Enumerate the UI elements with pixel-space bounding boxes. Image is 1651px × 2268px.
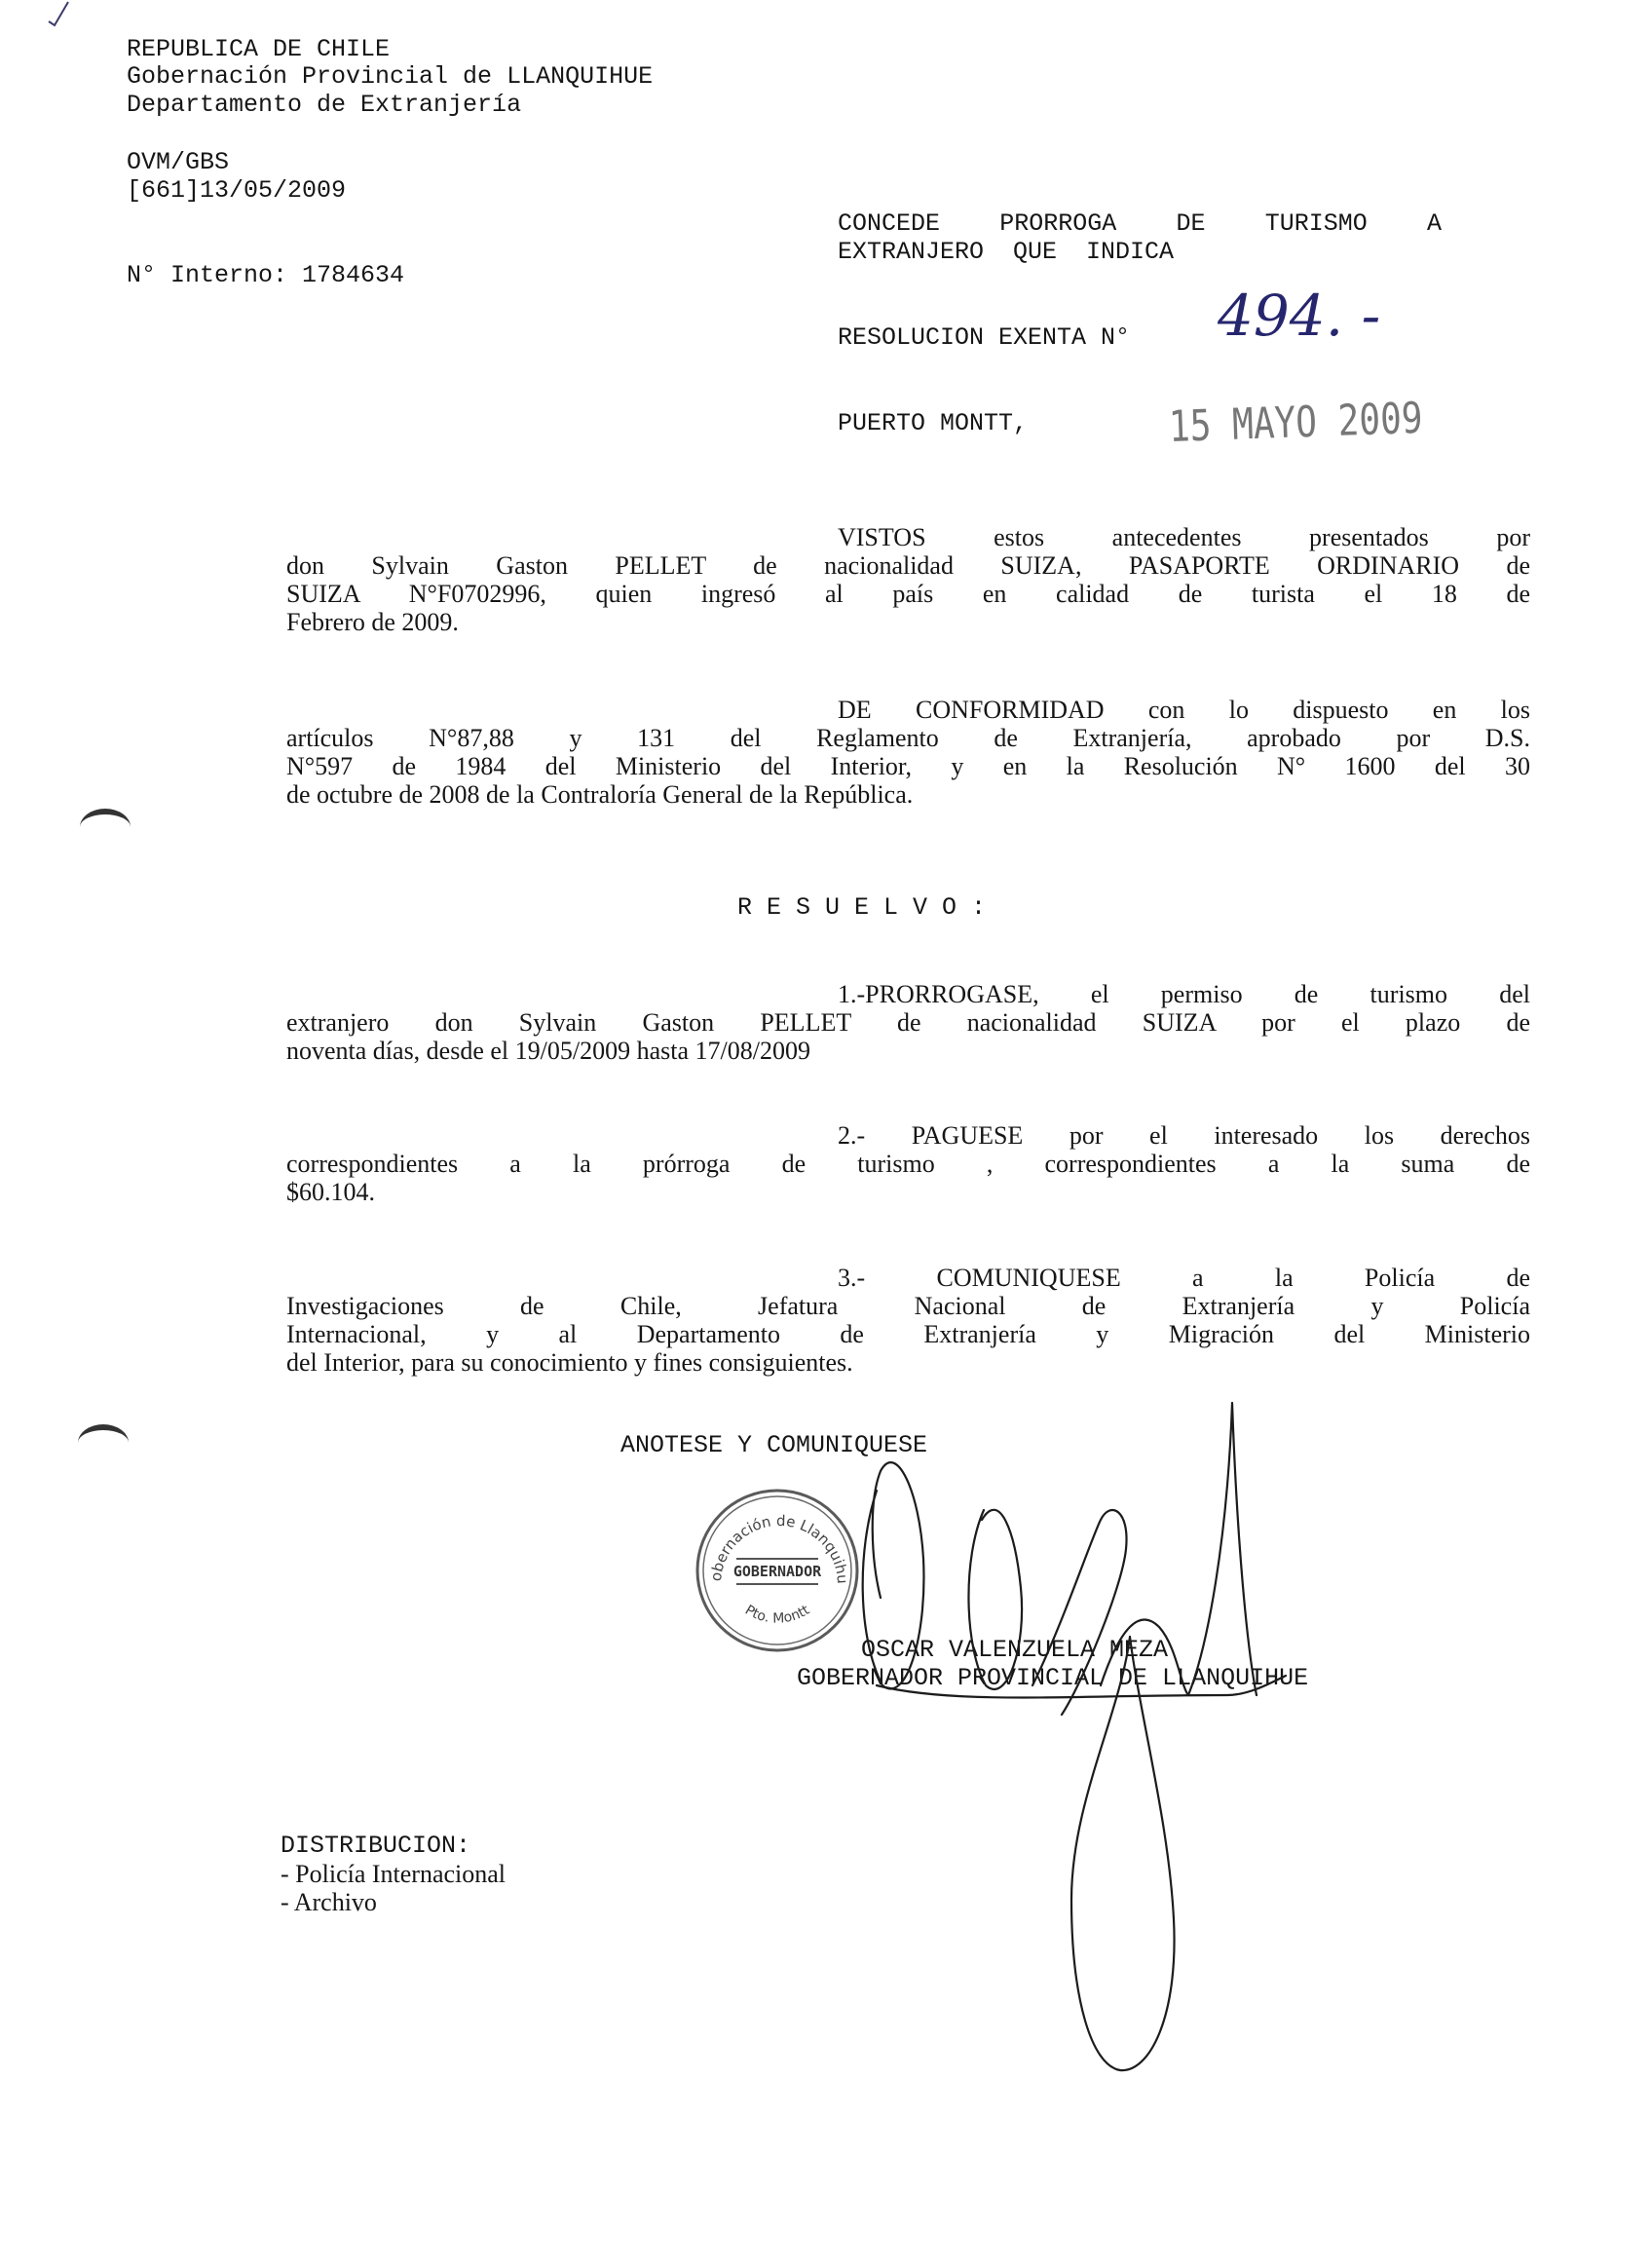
reference-initials: OVM/GBS — [127, 148, 230, 176]
seal-bottom-text: Pto. Montt — [742, 1602, 813, 1627]
header-country: REPUBLICA DE CHILE — [127, 35, 391, 63]
paragraph-line: noventa días, desde el 19/05/2009 hasta 17/08/2009 — [286, 1037, 810, 1065]
seal-center-text: GOBERNADOR — [732, 1563, 822, 1580]
paragraph-line: Febrero de 2009. — [286, 608, 459, 636]
date-stamp: 15 MAYO 2009 — [1168, 393, 1424, 452]
paragraph-line: Investigaciones de Chile, Jefatura Nacional de Extranjería y Policía — [286, 1292, 1530, 1320]
paragraph-line: SUIZA N°F0702996, quien ingresó al país en calidad de turista el 18 de — [286, 580, 1530, 608]
distribution-item: - Archivo — [281, 1888, 377, 1916]
paragraph-line: VISTOS estos antecedentes presentados por — [838, 523, 1530, 551]
subject-word: A — [1426, 209, 1442, 238]
header-agency: Gobernación Provincial de LLANQUIHUE — [127, 62, 654, 91]
paragraph-line: Internacional, y al Departamento de Extranjería y Migración del Ministerio — [286, 1320, 1530, 1348]
paragraph-line: $60.104. — [286, 1178, 375, 1206]
paragraph-line: del Interior, para su conocimiento y fines consiguientes. — [286, 1348, 853, 1377]
paragraph-line: 1.-PRORROGASE, el permiso de turismo del — [838, 980, 1530, 1008]
subject-word: DE — [1176, 209, 1206, 238]
seal-top-text: obernación de Llanquihu — [706, 1511, 852, 1585]
resuelvo-heading: R E S U E L V O : — [737, 893, 987, 922]
paragraph-line: DE CONFORMIDAD con lo dispuesto en los — [838, 696, 1530, 724]
distribution-item: - Policía Internacional — [281, 1860, 507, 1888]
internal-number: N° Interno: 1784634 — [127, 261, 405, 289]
paragraph-line: correspondientes a la prórroga de turismo , correspondientes a la suma de — [286, 1150, 1530, 1178]
distribution-title: DISTRIBUCION: — [281, 1832, 471, 1860]
paragraph-line: extranjero don Sylvain Gaston PELLET de nacionalidad SUIZA por el plazo de — [286, 1008, 1530, 1037]
paragraph-line: 3.- COMUNIQUESE a la Policía de — [838, 1264, 1530, 1292]
paragraph-line: don Sylvain Gaston PELLET de nacionalidad SUIZA, PASAPORTE ORDINARIO de — [286, 551, 1530, 580]
paragraph-line: artículos N°87,88 y 131 del Reglamento de Extranjería, aprobado por D.S. — [286, 724, 1530, 752]
subject-word: TURISMO — [1264, 209, 1368, 238]
signer-name: OSCAR VALENZUELA MEZA — [861, 1636, 1169, 1664]
place-label: PUERTO MONTT, — [838, 409, 1029, 437]
pen-tick-mark — [39, 0, 78, 29]
subject-line-1 — [838, 209, 1442, 238]
reference-date: [661]13/05/2009 — [127, 176, 347, 205]
handwritten-signature — [838, 1393, 1305, 2075]
paragraph-line: de octubre de 2008 de la Contraloría General de la República. — [286, 780, 914, 809]
header-department: Departamento de Extranjería — [127, 91, 522, 119]
paragraph-line: N°597 de 1984 del Ministerio del Interior, y en la Resolución N° 1600 del 30 — [286, 752, 1530, 780]
paragraph-line: 2.- PAGUESE por el interesado los derechos — [838, 1121, 1530, 1150]
closing-text: ANOTESE Y COMUNIQUESE — [620, 1431, 928, 1459]
punch-hole — [78, 1424, 129, 1461]
resolution-label: RESOLUCION EXENTA N° — [838, 323, 1131, 352]
resolution-number-handwritten: 494. - — [1218, 283, 1381, 349]
subject-word: CONCEDE — [838, 209, 941, 238]
official-seal — [694, 1487, 861, 1654]
subject-word: PRORROGA — [999, 209, 1117, 238]
punch-hole — [80, 809, 131, 846]
signer-title: GOBERNADOR PROVINCIAL DE LLANQUIHUE — [797, 1664, 1309, 1692]
subject-line-2: EXTRANJERO QUE INDICA — [838, 238, 1175, 266]
svg-text:Pto. Montt — [742, 1603, 812, 1627]
